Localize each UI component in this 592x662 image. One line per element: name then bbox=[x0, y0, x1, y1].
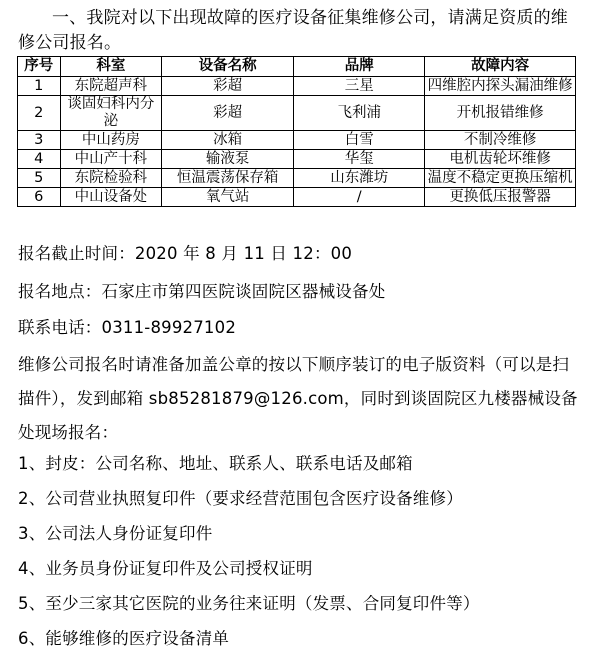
instructions-paragraph: 维修公司报名时请准备加盖公章的按以下顺序装订的电子版资料（可以是扫描件），发到邮箱 sb85281879@126.com，同时到谈固院区九楼器械设备处现场报名： bbox=[18, 355, 578, 442]
cell-fault: 电机齿轮坏维修 bbox=[425, 150, 576, 169]
cell-department: 中山产十科 bbox=[60, 150, 162, 169]
cell-brand: 飞利浦 bbox=[294, 96, 425, 131]
table-header-row bbox=[18, 57, 576, 77]
deadline-text: 报名截止时间：2020 年 8 月 11 日 12：00 bbox=[18, 244, 353, 263]
list-item: 2、公司营业执照复印件（要求经营范围包含医疗设备维修） bbox=[18, 489, 463, 508]
cell-brand: 白雪 bbox=[294, 131, 425, 150]
cell-brand: 三星 bbox=[294, 77, 425, 96]
intro-text: 一、我院对以下出现故障的医疗设备征集维修公司，请满足资质的维修公司报名。 bbox=[18, 8, 568, 53]
phone-text: 联系电话：0311-89927102 bbox=[18, 318, 237, 337]
cell-device: 冰箱 bbox=[162, 131, 294, 150]
cell-no: 4 bbox=[18, 150, 61, 169]
header-department: 科室 bbox=[60, 57, 162, 77]
header-device: 设备名称 bbox=[162, 57, 294, 77]
cell-fault: 四维腔内探头漏油维修 bbox=[425, 77, 576, 96]
header-brand: 品牌 bbox=[294, 57, 425, 77]
cell-no: 3 bbox=[18, 131, 61, 150]
repair-table bbox=[17, 56, 576, 207]
list-item: 4、业务员身份证复印件及公司授权证明 bbox=[18, 559, 313, 578]
cell-department: 谈固妇科内分泌 bbox=[60, 96, 162, 131]
cell-fault: 开机报错维修 bbox=[425, 96, 576, 131]
table-row bbox=[18, 188, 576, 207]
table-row bbox=[18, 77, 576, 96]
table-row bbox=[18, 131, 576, 150]
cell-device: 彩超 bbox=[162, 96, 294, 131]
cell-department: 东院检验科 bbox=[60, 169, 162, 188]
header-no: 序号 bbox=[18, 57, 61, 77]
cell-no: 1 bbox=[18, 77, 61, 96]
cell-fault: 温度不稳定更换压缩机 bbox=[425, 169, 576, 188]
list-item: 6、能够维修的医疗设备清单 bbox=[18, 629, 230, 648]
cell-fault: 更换低压报警器 bbox=[425, 188, 576, 207]
cell-device: 彩超 bbox=[162, 77, 294, 96]
cell-no: 6 bbox=[18, 188, 61, 207]
list-item: 5、至少三家其它医院的业务往来证明（发票、合同复印件等） bbox=[18, 594, 480, 613]
cell-no: 5 bbox=[18, 169, 61, 188]
table-row bbox=[18, 169, 576, 188]
cell-department: 中山药房 bbox=[60, 131, 162, 150]
cell-brand: 华玺 bbox=[294, 150, 425, 169]
cell-no: 2 bbox=[18, 96, 61, 131]
table-row bbox=[18, 96, 576, 131]
cell-device: 恒温震荡保存箱 bbox=[162, 169, 294, 188]
list-item: 1、封皮：公司名称、地址、联系人、联系电话及邮箱 bbox=[18, 454, 413, 473]
cell-brand: / bbox=[294, 188, 425, 207]
cell-device: 氧气站 bbox=[162, 188, 294, 207]
cell-device: 输液泵 bbox=[162, 150, 294, 169]
cell-department: 中山设备处 bbox=[60, 188, 162, 207]
table-row bbox=[18, 150, 576, 169]
cell-brand: 山东潍坊 bbox=[294, 169, 425, 188]
header-fault: 故障内容 bbox=[425, 57, 576, 77]
location-text: 报名地点：石家庄市第四医院谈固院区器械设备处 bbox=[18, 282, 386, 301]
cell-fault: 不制冷维修 bbox=[425, 131, 576, 150]
list-item: 3、公司法人身份证复印件 bbox=[18, 524, 213, 543]
intro-paragraph bbox=[18, 6, 584, 56]
cell-department: 东院超声科 bbox=[60, 77, 162, 96]
